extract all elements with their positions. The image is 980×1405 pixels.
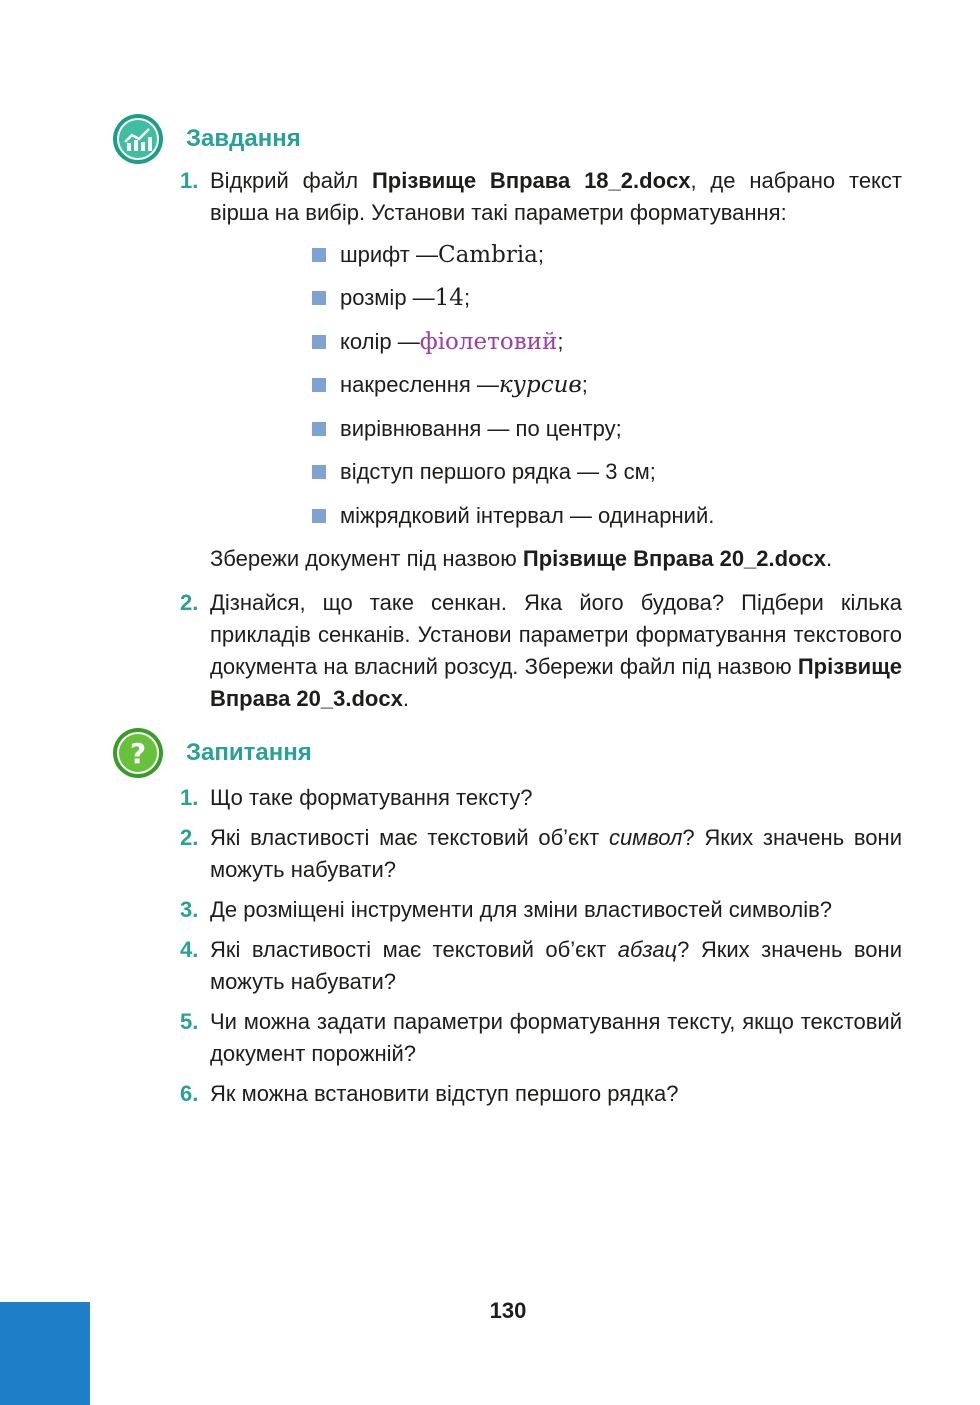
save-instruction: Збережи документ під назвою Прізвище Вправа 20_2.docx.	[210, 546, 833, 571]
questions-header	[112, 727, 312, 779]
question-number: 5.	[180, 1009, 199, 1034]
param-font: шрифт — Cambria ;	[312, 233, 714, 277]
question-number: 3.	[180, 897, 199, 922]
question-item	[180, 894, 902, 926]
tasks-header	[112, 113, 301, 165]
bullet-square-icon	[312, 509, 326, 523]
question-item	[180, 782, 902, 814]
question-text: Де розміщені інструменти для зміни властивостей символів?	[210, 897, 833, 922]
param-indent: відступ першого рядка — 3 см;	[312, 451, 714, 495]
file-name: Прізвище Вправа 20_2.docx	[522, 546, 826, 571]
questions-title: Запитання	[186, 739, 312, 766]
question-text: Як можна встановити відступ першого рядка?	[210, 1081, 679, 1106]
question-mark-icon	[112, 727, 164, 779]
param-size: розмір — 14 ;	[312, 277, 714, 321]
question-item	[180, 1078, 902, 1110]
tasks-list-2	[180, 587, 902, 723]
param-style: накреслення — курсив ;	[312, 364, 714, 408]
tasks-list	[180, 165, 902, 237]
task-text: Відкрий файл Прізвище Вправа 18_2.docx, де набрано текст вірша на вибір. Установи такі параметри форматування:	[210, 168, 903, 225]
question-text: Що таке форматування тексту?	[210, 785, 533, 810]
bullet-square-icon	[312, 422, 326, 436]
task-number: 2.	[180, 590, 199, 615]
file-name: Прізвище Вправа 18_2.docx	[371, 168, 691, 193]
param-align: вирівнювання — по центру;	[312, 407, 714, 451]
bullet-square-icon	[312, 378, 326, 392]
param-color: колір — фіолетовий ;	[312, 320, 714, 364]
question-number: 1.	[180, 785, 199, 810]
question-number: 4.	[180, 937, 199, 962]
param-spacing: міжрядковий інтервал — одинарний.	[312, 494, 714, 538]
question-text: Які властивості має текстовий об’єкт абзац? Яких значень вони можуть набувати?	[210, 937, 902, 994]
question-number: 2.	[180, 825, 199, 850]
corner-tab	[0, 1302, 90, 1405]
tasks-title: Завдання	[186, 125, 301, 152]
question-text: Чи можна задати параметри форматування тексту, якщо текстовий документ порожній?	[210, 1009, 902, 1066]
bullet-square-icon	[312, 248, 326, 262]
task-item-1	[180, 165, 902, 229]
page-number: 130	[489, 1298, 527, 1323]
chart-growth-icon	[112, 113, 164, 165]
question-item	[180, 822, 902, 886]
question-number: 6.	[180, 1081, 199, 1106]
task-item-2	[180, 587, 902, 715]
bullet-square-icon	[312, 465, 326, 479]
format-params-list	[312, 233, 714, 538]
questions-list	[180, 782, 902, 1118]
question-text: Які властивості має текстовий об’єкт символ? Яких значень вони можуть набувати?	[210, 825, 902, 882]
bullet-square-icon	[312, 291, 326, 305]
bullet-square-icon	[312, 335, 326, 349]
task-text: Дізнайся, що таке сенкан. Яка його будова? Підбери кілька прикладів сенканів. Установи параметри форматування текстового документа на власний розсуд. Збережи файл під назвою Прізвище Вправа 20_3.docx.	[210, 590, 902, 711]
task-number: 1.	[180, 168, 199, 193]
svg-text:?: ?	[129, 737, 147, 770]
question-item	[180, 1006, 902, 1070]
file-name: Прізвище Вправа 20_3.docx	[210, 654, 902, 711]
question-item	[180, 934, 902, 998]
